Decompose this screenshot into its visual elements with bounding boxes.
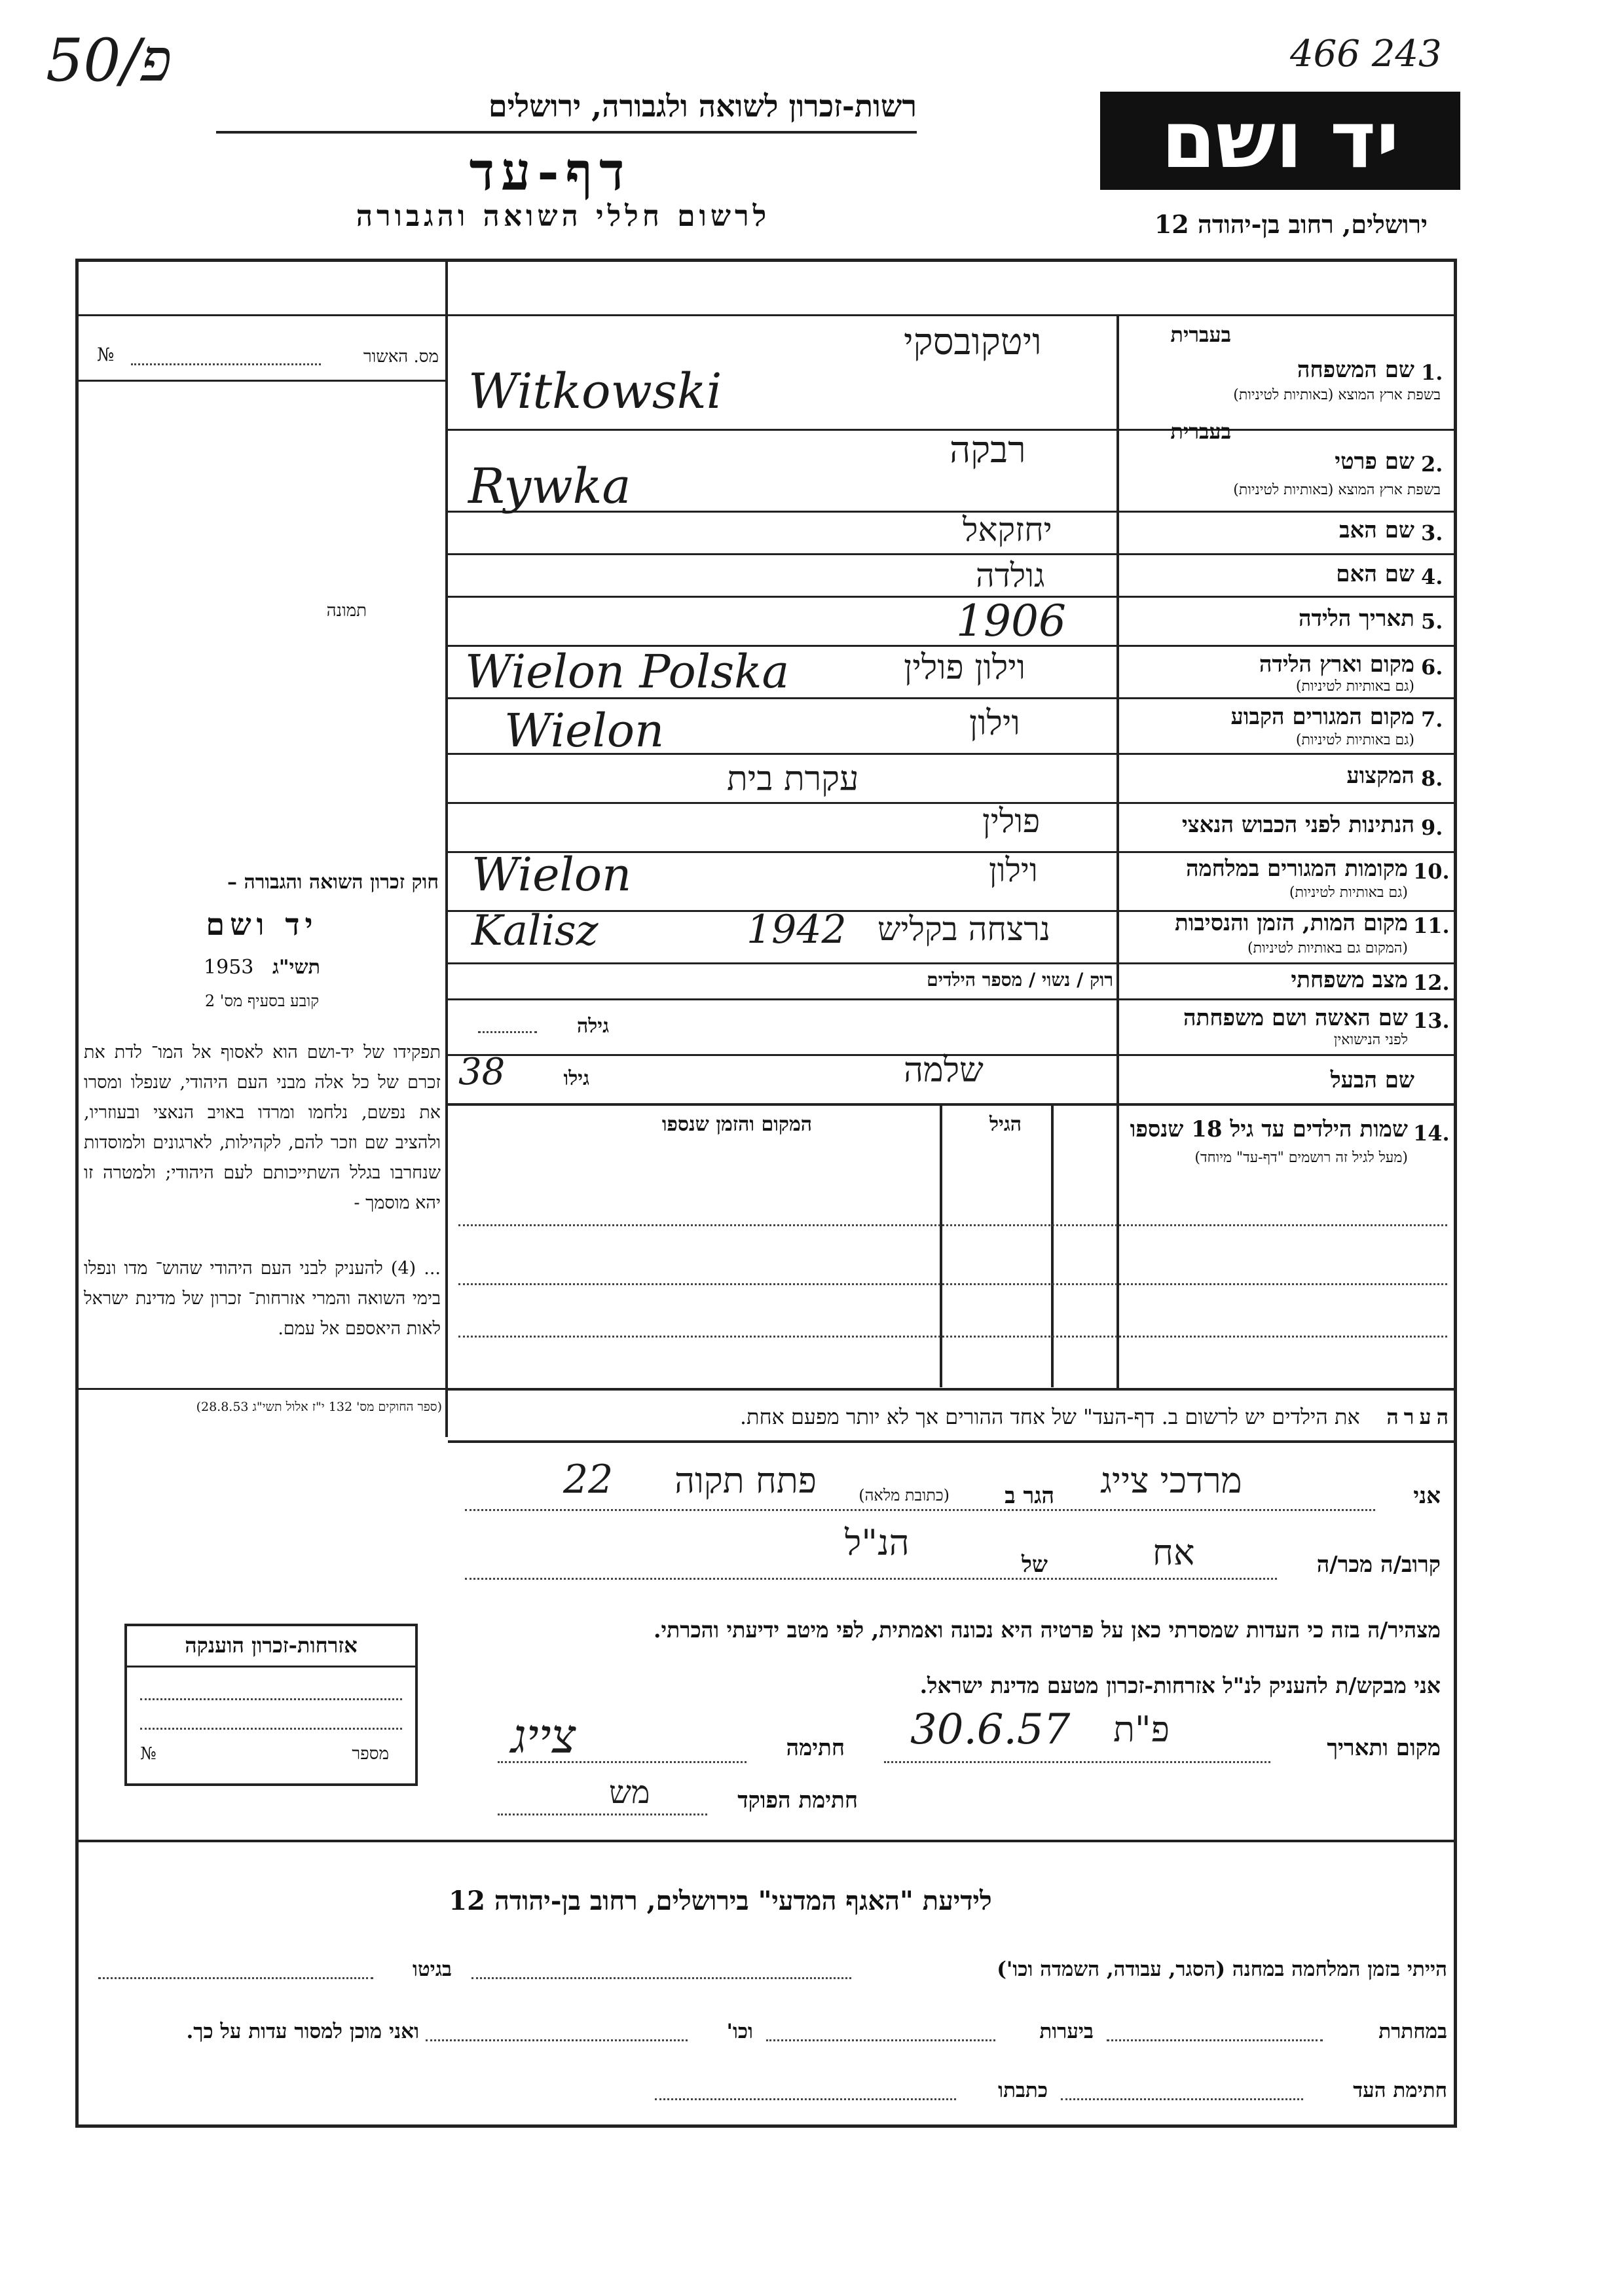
decl-i-dots: [465, 1509, 1375, 1511]
field-12-sub: רוק / נשוי / מספר הילדים: [927, 969, 1113, 991]
field-11-latin-value: Kalisz: [471, 907, 599, 955]
footer-line2-b: ביערות: [1039, 2020, 1094, 2043]
law-year-row: [85, 956, 439, 979]
husband-age-value: 38: [458, 1051, 506, 1093]
decl-of-label: של: [1022, 1552, 1048, 1578]
field-3-num: 3.: [1421, 520, 1443, 545]
field-2-hebrew-value: רבקה: [950, 429, 1026, 471]
decl-officer-label: חתימת הפוקד: [737, 1787, 858, 1813]
field-7-label: מקום המגורים הקבוע: [1230, 704, 1414, 730]
hebrew-label-2: בעברית: [1170, 419, 1231, 444]
citizenship-title: אזרחות-זכרון הוענקה: [185, 1633, 358, 1658]
footer-top-line: [79, 1840, 1454, 1842]
footer-line2-dots-b: [766, 2039, 995, 2041]
decl-i-label: אני: [1413, 1483, 1441, 1509]
field-8-num: 8.: [1421, 766, 1443, 791]
field-7-hebrew-value: וילון: [969, 704, 1020, 743]
corner-note-left: 50/פ: [46, 26, 172, 95]
form-title: דף-עד: [469, 141, 631, 202]
field-6-label: מקום וארץ הלידה: [1259, 651, 1414, 678]
decl-resident-label: הגר ב: [1005, 1483, 1054, 1509]
frame-bottom: [75, 2124, 1457, 2128]
field-10-num: 10.: [1413, 859, 1450, 884]
field-11-hebrew-value: נרצחה בקליש: [877, 910, 1051, 948]
footer-line3-dots-a: [1061, 2098, 1303, 2100]
field-11-year: 1942: [747, 907, 847, 953]
note-row: [458, 1404, 1454, 1429]
field-10-sub: (גם באותיות לטיניות): [1289, 884, 1408, 901]
field-10-latin-value: Wielon: [471, 848, 632, 902]
decl-full-address-label: (כתובת מלאה): [858, 1486, 950, 1504]
authority-title: רשות-זכרון לשואה ולגבורה, ירושלים: [488, 88, 917, 124]
field-5-num: 5.: [1421, 609, 1443, 634]
law-year-hebrew: תשי"ג: [272, 956, 320, 979]
footer-line2-dots-c: [426, 2039, 688, 2041]
husband-age-label: גילו: [563, 1067, 589, 1090]
logo-text: יד ושם: [1161, 95, 1399, 186]
field-1-sub: בשפת ארץ המוצא (באותיות לטיניות): [1233, 387, 1441, 403]
field-12-num: 12.: [1413, 970, 1450, 995]
field-5-value: 1906: [956, 596, 1066, 646]
footer-line1-a: הייתי בזמן המלחמה במחנה (הסגר, עבודה, השמדה וכו'): [997, 1958, 1447, 1981]
child-row-2: [458, 1283, 1447, 1285]
photo-label: תמונה: [326, 601, 367, 621]
field-14-num: 14.: [1413, 1121, 1450, 1146]
field-10-hebrew-value: וילון: [989, 851, 1038, 889]
row-line-3: [448, 553, 1454, 555]
field-8-value: עקרת בית: [727, 759, 859, 799]
field-12-label: מצב משפחתי: [1291, 967, 1408, 993]
decl-place-date-label: מקום ותאריך: [1327, 1735, 1441, 1761]
field-11-num: 11.: [1413, 913, 1450, 938]
law-title: חוק זכרון השואה והגבורה –: [227, 871, 439, 894]
field-5-label: תאריך הלידה: [1298, 606, 1414, 632]
field-9-value: פולין: [982, 802, 1041, 840]
footer-title: לידיעת "האגף המדעי" בירושלים, רחוב בן-יהודה 12: [449, 1886, 992, 1916]
decl-relative-dots: [465, 1578, 1277, 1580]
field-14-label: שמות הילדים עד גיל 18 שנספו: [1130, 1116, 1408, 1142]
hebrew-label-1: בעברית: [1170, 322, 1231, 347]
children-age-header: הגיל: [989, 1113, 1022, 1136]
photo-area: [79, 382, 445, 853]
footer-line1-dots-a: [471, 1977, 851, 1979]
citizenship-dots-1: [140, 1698, 402, 1700]
field-3-value: יחזקאל: [963, 511, 1052, 549]
row-line-4: [448, 596, 1454, 598]
footer-line1-b: בגיטו: [413, 1958, 452, 1981]
field-1-label: שם המשפחה: [1297, 357, 1414, 383]
top-inner-row: [79, 314, 1454, 316]
wife-age-label: גילה: [576, 1015, 609, 1038]
field-7-num: 7.: [1421, 707, 1443, 732]
footer-line3-a: חתימת העד: [1353, 2079, 1447, 2102]
husband-name-value: שלמה: [904, 1051, 984, 1090]
citizenship-number-sign: №: [140, 1744, 157, 1764]
address-line: ירושלים, רחוב בן-יהודה 12: [1154, 210, 1428, 239]
decl-address-value: פתח תקוה: [674, 1460, 817, 1501]
decl-address-number: 22: [563, 1457, 614, 1503]
field-1-hebrew-value: ויטקובסקי: [904, 321, 1042, 363]
child-row-1: [458, 1224, 1447, 1226]
decl-place-dots: [884, 1761, 1270, 1763]
child-row-3: [458, 1336, 1447, 1338]
decl-request: אני מבקש/ת להעניק לנ"ל אזרחות-זכרון מטעם מדינת ישראל.: [919, 1673, 1441, 1698]
footer-line2-a: במחתרת: [1378, 2020, 1447, 2043]
husband-label: שם הבעל: [1330, 1067, 1414, 1093]
field-6-sub: (גם באותיות לטיניות): [1295, 678, 1414, 695]
field-6-hebrew-value: וילון פולין: [904, 648, 1026, 687]
decl-signature-dots: [498, 1761, 747, 1763]
note-label: הערה: [1386, 1404, 1454, 1429]
field-2-latin-value: Rywka: [468, 458, 631, 515]
decl-relative-label: קרוב/ה מכר/ה: [1316, 1552, 1441, 1578]
certificate-number-label: מס. האשור: [363, 347, 439, 367]
row-line-8: [448, 802, 1454, 804]
children-col-2: [1051, 1106, 1054, 1387]
authority-underline: [216, 131, 917, 134]
citizenship-box: [124, 1624, 418, 1786]
row-line-15: [448, 1388, 1454, 1391]
children-col-1: [940, 1106, 942, 1387]
law-source: (ספר החוקים מס' 132 י"ז אלול תשי"ג 28.8.53): [196, 1400, 442, 1414]
field-9-label: הנתינות לפני הכבוש הנאצי: [1181, 812, 1414, 838]
row-line-12: [448, 998, 1454, 1000]
note-bottom-line: [448, 1440, 1454, 1443]
field-13-sub: לפני הנישואין: [1333, 1032, 1408, 1048]
frame-right: [1454, 259, 1457, 2128]
frame-top: [75, 259, 1457, 262]
law-clause: קובע בסעיף מס' 2: [204, 992, 320, 1010]
note-text: את הילדים יש לרשום ב. דף-העד" של אחד ההורים אך לא יותר מפעם אחת.: [739, 1404, 1360, 1429]
decl-signature-value: צייג: [511, 1709, 576, 1764]
law-source-line: [79, 1388, 445, 1390]
decl-officer-value: מש: [609, 1774, 650, 1811]
yad-vashem-logo: [1100, 92, 1460, 190]
decl-i-value: מרדכי צייג: [1100, 1460, 1242, 1501]
field-8-label: המקצוע: [1346, 763, 1414, 789]
row-line-14: [448, 1103, 1454, 1106]
field-4-num: 4.: [1421, 564, 1443, 589]
field-14-sub: (מעל לגיל זה רושמים "דף-עד" מיוחד): [1194, 1150, 1408, 1166]
field-3-label: שם האב: [1339, 517, 1414, 543]
decl-relation-value: אח: [1153, 1532, 1195, 1573]
footer-line2-dots-a: [1107, 2039, 1323, 2041]
field-11-sub: (המקום גם באותיות לטיניות): [1247, 940, 1408, 957]
footer-line3-b: כתבתו: [998, 2079, 1048, 2102]
decl-statement: מצהיר/ה בזה כי העדות שמסרתי כאן על פרטיה היא נכונה ואמתית, לפי מיטב ידיעתי והכרתי.: [654, 1617, 1441, 1643]
field-6-num: 6.: [1421, 655, 1443, 680]
field-2-label: שם פרטי: [1335, 448, 1414, 475]
field-1-num: 1.: [1421, 360, 1443, 385]
footer-line3-dots-b: [655, 2098, 956, 2100]
decl-of-value: הנ"ל: [845, 1522, 910, 1563]
field-4-label: שם האם: [1336, 561, 1414, 587]
law-year: 1953: [204, 956, 254, 979]
field-13-label: שם האשה ושם משפחתה: [1183, 1005, 1408, 1031]
footer-line2-c: וכו': [726, 2020, 753, 2043]
wife-age-dots: [478, 1031, 537, 1033]
field-11-label: מקום המות, הזמן והנסיבות: [1174, 910, 1408, 936]
field-7-latin-value: Wielon: [504, 704, 665, 757]
children-place-header: המקום והזמן שנספו: [661, 1113, 812, 1136]
decl-place-value: פ"ת: [1113, 1709, 1170, 1750]
field-1-latin-value: Witkowski: [468, 363, 722, 420]
field-6-latin-value: Wielon Polska: [465, 645, 790, 699]
law-text-1: תפקידו של יד-ושם הוא לאסוף אל המו־ לדת את זכרם של כל אלה מבני העם היהודי, שנפלו ומסרו את נפשם, נלחמו ומרדו באויב הנאצי ובעוזריו, ולהציב שם וזכר להם, לקהילות, לארגונים ולמוסדות שנחרבו בגלל השתייכותם לעם היהודי; ולמטרה זו יהא מוסמך -: [84, 1042, 441, 1213]
footer-line2-d: ואני מוכן למסור עדות על כך.: [186, 2020, 419, 2043]
certificate-number-dots: [131, 363, 321, 365]
form-subtitle: לרשום חללי השואה והגבורה: [356, 200, 771, 233]
law-text-2: ... (4) להעניק לבני העם היהודי שהוש־ מדו ונפלו בימי השואה והמרי אזרחות־ זכרון של מדינת ישראל לאות היאספם אל עמם.: [84, 1258, 441, 1339]
citizenship-number-label: מספר: [352, 1744, 389, 1764]
field-2-num: 2.: [1421, 452, 1443, 477]
decl-officer-dots: [498, 1813, 707, 1815]
footer-line1-dots-b: [98, 1977, 373, 1979]
field-10-label: מקומות המגורים במלחמה: [1185, 856, 1408, 882]
left-column-divider: [445, 259, 448, 1437]
row-line-11: [448, 962, 1454, 964]
certificate-number-sign: №: [97, 344, 115, 365]
field-2-sub: בשפת ארץ המוצא (באותיות לטיניות): [1233, 482, 1441, 498]
decl-signature-label: חתימה: [786, 1735, 845, 1761]
field-9-num: 9.: [1421, 815, 1443, 840]
citizenship-title-line: [127, 1666, 415, 1667]
decl-date-value: 30.6.57: [910, 1705, 1071, 1754]
field-13-num: 13.: [1413, 1008, 1450, 1033]
corner-note-right: 466 243: [1290, 33, 1442, 75]
field-7-sub: (גם באותיות לטיניות): [1295, 732, 1414, 748]
field-4-value: גולדה: [976, 556, 1045, 594]
law-name: יד ושם: [206, 907, 318, 942]
citizenship-dots-2: [140, 1728, 402, 1730]
